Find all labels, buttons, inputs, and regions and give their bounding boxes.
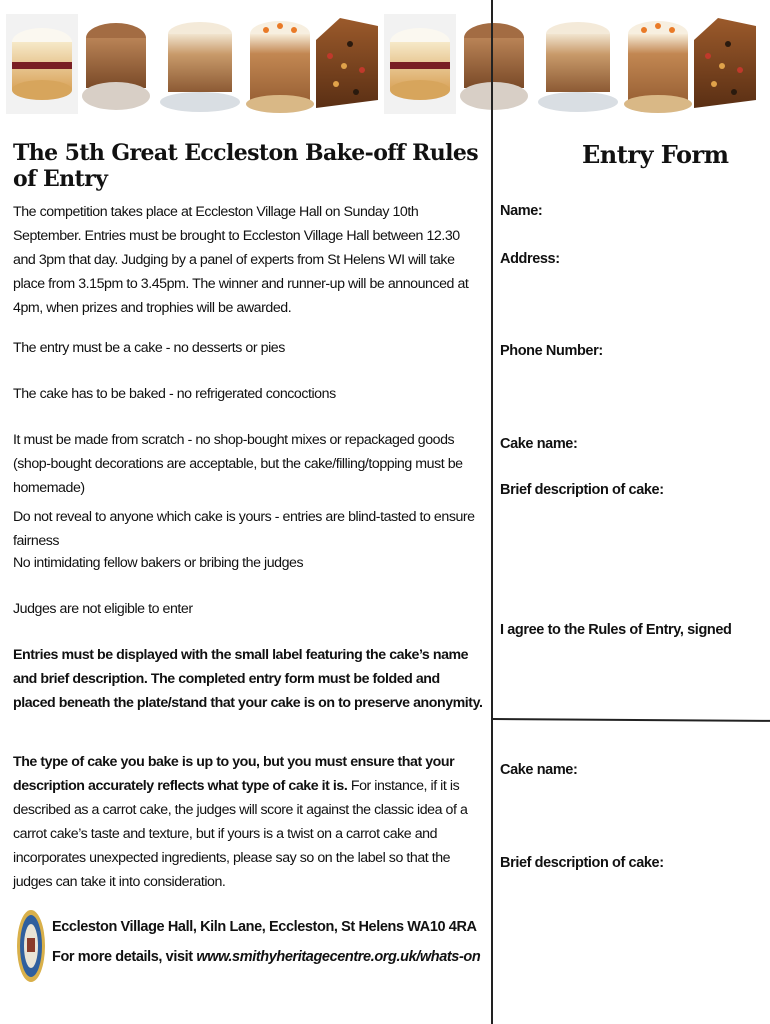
caramel-layer-cake-icon <box>160 22 240 112</box>
carrot-cake-icon <box>246 21 314 113</box>
entry-form-title: Entry Form <box>582 140 729 169</box>
cut-line-horizontal <box>493 718 770 722</box>
name-field-label: Name: <box>500 203 543 219</box>
victoria-sponge-cake-icon-2 <box>384 14 456 114</box>
fruit-cake-icon-2 <box>694 18 756 108</box>
fold-line-vertical <box>491 0 493 1024</box>
rule-from-scratch: It must be made from scratch - no shop-bought mixes or repackaged goods (shop-bought decorations are acceptable, but the cake/filling/topping must be homemade) <box>13 432 463 496</box>
footer-contact <box>52 912 480 972</box>
rule-cake-type <box>13 750 485 894</box>
rule-display-label: Entries must be displayed with the small label featuring the cake’s name and brief description. The completed entry form must be folded and placed beneath the plate/stand that your cake is on to preserve anonymity. <box>13 647 483 711</box>
rule-anonymous: Do not reveal to anyone which cake is yours - entries are blind-tasted to ensure fairness <box>13 509 475 549</box>
rule-cake-type-detail: For instance, if it is described as a carrot cake, the judges will score it against the classic idea of a carrot cake’s taste and texture, but if yours is a twist on a carrot cake and incorporates unexpected ingredients, please say so on the label so that the judges can take it into consideration. <box>13 778 468 890</box>
rule-competition-details: The competition takes place at Eccleston Village Hall on Sunday 10th September. Entries must be brought to Eccleston Village Hall between 12.30 and 3pm that day. Judging by a panel of experts from St Helens WI will take place from 3.15pm to 3.45pm. The winner and runner-up will be announced at 4pm, when prizes and trophies will be awarded. <box>13 204 469 316</box>
coffee-cake-icon-2 <box>460 23 528 110</box>
carrot-cake-icon-2 <box>624 21 692 113</box>
details-line <box>52 942 480 972</box>
rule-cake-only: The entry must be a cake - no desserts or pies <box>13 340 285 356</box>
rules-title: The 5th Great Eccleston Bake-off Rules of Entry <box>13 140 479 192</box>
cake-photo-strip <box>0 0 770 120</box>
agreement-signature-label: I agree to the Rules of Entry, signed <box>500 622 732 638</box>
brief-description-field-label: Brief description of cake: <box>500 482 664 498</box>
phone-field-label: Phone Number: <box>500 343 603 359</box>
label-brief-description: Brief description of cake: <box>500 855 664 871</box>
rule-judges-ineligible: Judges are not eligible to enter <box>13 601 193 617</box>
rule-cake-type-emphasis: The type of cake you bake is up to you, but you must ensure that your description accurately reflects what type of cake it is. <box>13 754 455 794</box>
victoria-sponge-cake-icon <box>6 14 78 114</box>
address-field-label: Address: <box>500 251 560 267</box>
website-link[interactable]: www.smithyheritagecentre.org.uk/whats-on <box>196 949 481 965</box>
coffee-cake-icon <box>82 14 152 114</box>
cake-name-field-label: Cake name: <box>500 436 578 452</box>
caramel-layer-cake-icon-2 <box>538 22 618 112</box>
venue-address: Eccleston Village Hall, Kiln Lane, Eccleston, St Helens WA10 4RA <box>52 919 477 935</box>
fruit-cake-icon <box>316 18 378 108</box>
village-crest-icon <box>16 908 46 984</box>
label-cake-name: Cake name: <box>500 762 578 778</box>
cake-strip-graphic <box>0 0 770 120</box>
rule-no-bribes: No intimidating fellow bakers or bribing the judges <box>13 555 304 571</box>
details-prefix: For more details, visit <box>52 949 197 965</box>
rule-baked: The cake has to be baked - no refrigerated concoctions <box>13 386 336 402</box>
